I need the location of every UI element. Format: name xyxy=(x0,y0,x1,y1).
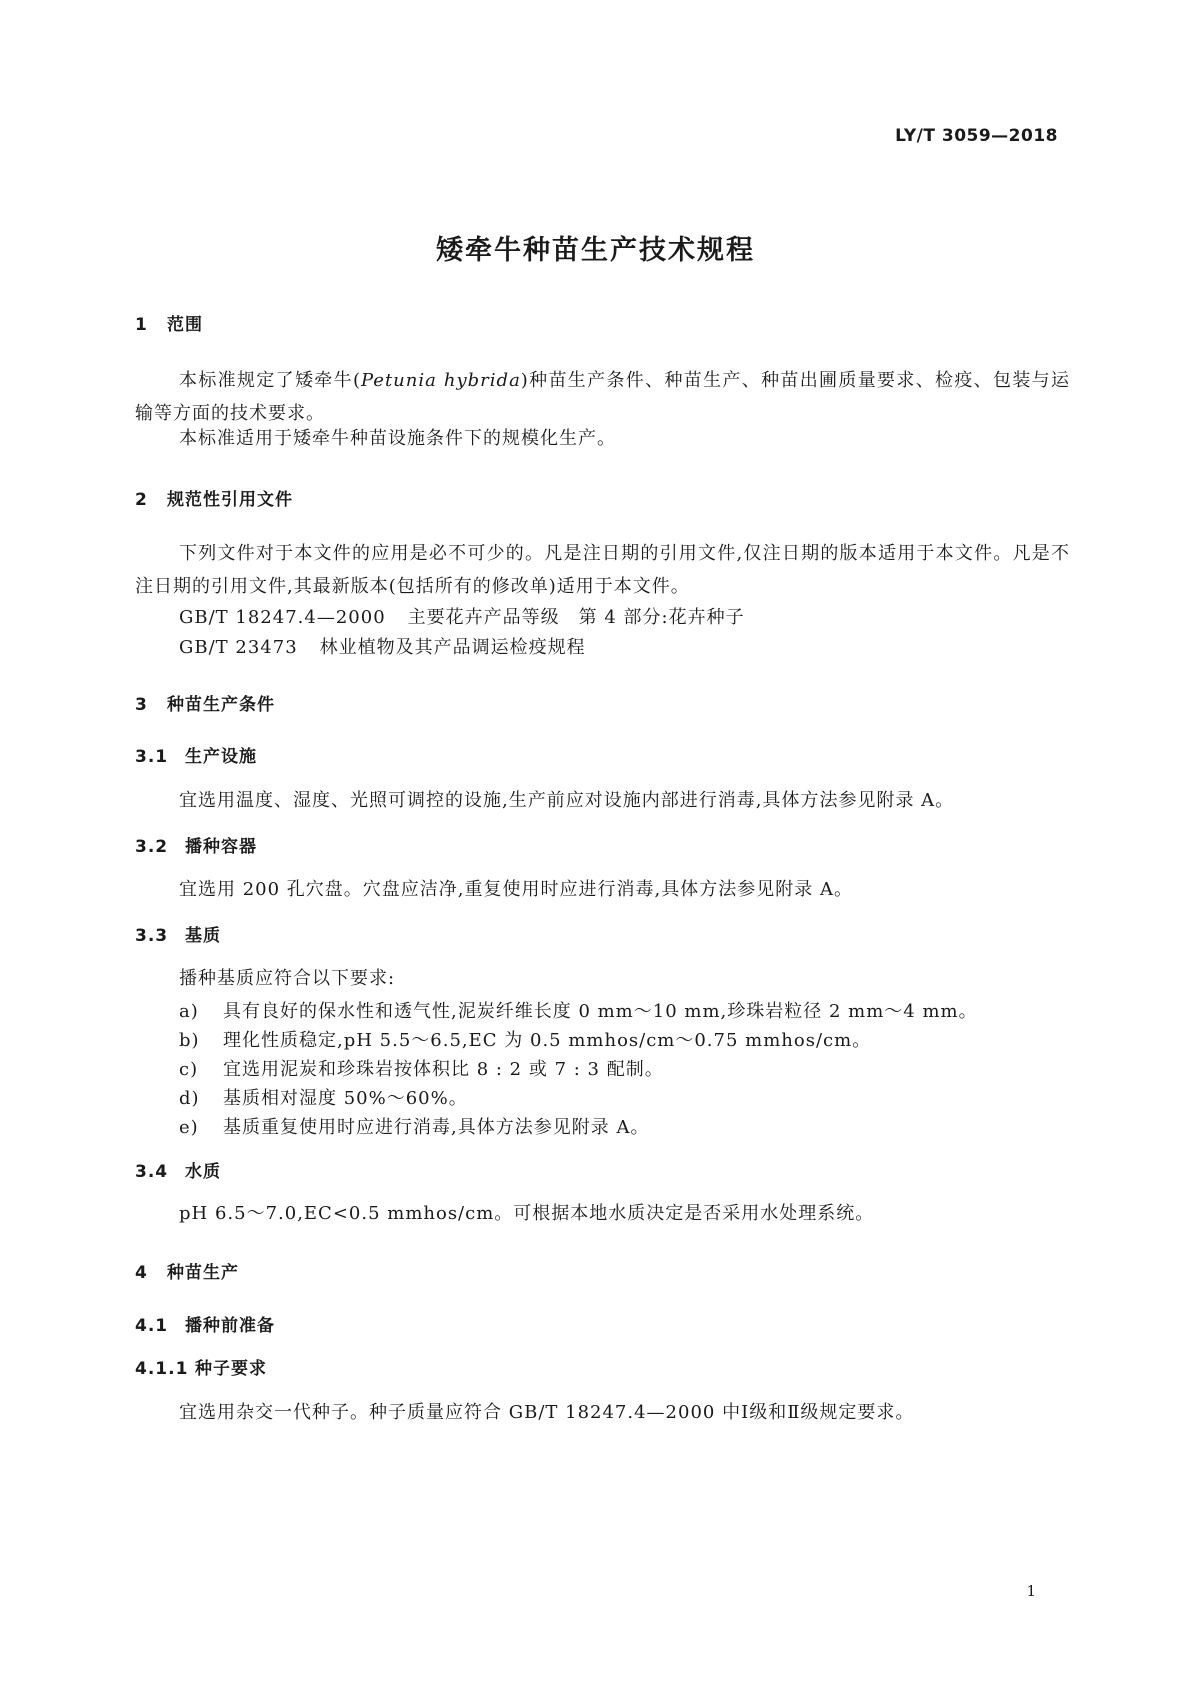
section-number: 4.1 xyxy=(135,1316,169,1336)
section-3-heading xyxy=(135,690,275,715)
list-marker: c) xyxy=(179,1059,199,1080)
list-text: 理化性质稳定,pH 5.5～6.5,EC 为 0.5 mmhos/cm～0.75 mmhos/cm。 xyxy=(223,1030,872,1051)
section-title: 种苗生产条件 xyxy=(167,695,275,715)
section-3-3-heading xyxy=(135,921,221,946)
section-3-3-intro: 播种基质应符合以下要求: xyxy=(179,968,396,989)
document-title: 矮牵牛种苗生产技术规程 xyxy=(436,235,755,266)
list-marker: a) xyxy=(179,1001,199,1022)
section-title: 生产设施 xyxy=(185,747,257,767)
section-4-1-1-paragraph: 宜选用杂交一代种子。种子质量应符合 GB/T 18247.4—2000 中Ⅰ级和Ⅱ级规定要求。 xyxy=(179,1402,915,1423)
list-text: 基质相对湿度 50%～60%。 xyxy=(223,1088,468,1109)
list-item xyxy=(179,1084,468,1110)
list-item xyxy=(179,1026,871,1052)
section-2-heading xyxy=(135,485,293,510)
section-title: 种子要求 xyxy=(195,1359,267,1379)
page-number: 1 xyxy=(1026,1582,1036,1600)
section-title: 水质 xyxy=(185,1162,221,1182)
section-2-paragraph-1: 下列文件对于本文件的应用是必不可少的。凡是注日期的引用文件,仅注日期的版本适用于本文件。凡是不注日期的引用文件,其最新版本(包括所有的修改单)适用于本文件。 xyxy=(135,543,1070,597)
section-title: 播种前准备 xyxy=(185,1316,275,1336)
list-marker: d) xyxy=(179,1088,200,1109)
section-3-2-paragraph: 宜选用 200 孔穴盘。穴盘应洁净,重复使用时应进行消毒,具体方法参见附录 A。 xyxy=(179,879,853,900)
section-number: 3.3 xyxy=(135,926,169,946)
section-1-heading xyxy=(135,310,203,335)
section-title: 种苗生产 xyxy=(167,1263,239,1283)
list-item xyxy=(179,1113,649,1139)
list-text: 具有良好的保水性和透气性,泥炭纤维长度 0 mm～10 mm,珍珠岩粒径 2 mm～4 mm。 xyxy=(223,1001,978,1022)
section-title: 基质 xyxy=(185,926,221,946)
list-marker: b) xyxy=(179,1030,200,1051)
section-3-4-paragraph: pH 6.5～7.0,EC<0.5 mmhos/cm。可根据本地水质决定是否采用水处理系统。 xyxy=(179,1203,875,1224)
section-number: 3 xyxy=(135,695,148,715)
section-4-1-heading xyxy=(135,1311,275,1336)
list-item xyxy=(179,1055,664,1081)
section-4-1-1-heading xyxy=(135,1354,267,1379)
reference-code: GB/T 18247.4—2000 xyxy=(179,607,386,628)
section-title: 规范性引用文件 xyxy=(167,490,293,510)
section-number: 4.1.1 xyxy=(135,1359,189,1379)
list-text: 基质重复使用时应进行消毒,具体方法参见附录 A。 xyxy=(223,1117,650,1138)
section-1-paragraph-2: 本标准适用于矮牵牛种苗设施条件下的规模化生产。 xyxy=(179,428,616,449)
section-3-2-heading xyxy=(135,832,257,857)
reference-title: 林业植物及其产品调运检疫规程 xyxy=(319,637,586,658)
section-3-1-heading xyxy=(135,742,257,767)
list-text: 宜选用泥炭和珍珠岩按体积比 8 : 2 或 7 : 3 配制。 xyxy=(223,1059,664,1080)
section-title: 范围 xyxy=(167,315,203,335)
reference-code: GB/T 23473 xyxy=(179,637,298,658)
reference-item xyxy=(179,603,745,629)
standard-number: LY/T 3059—2018 xyxy=(895,126,1058,146)
text-run: 本标准规定了矮牵牛( xyxy=(179,370,361,391)
section-3-1-paragraph: 宜选用温度、湿度、光照可调控的设施,生产前应对设施内部进行消毒,具体方法参见附录 A。 xyxy=(179,790,955,811)
text-run: )种苗生产条件、种苗生产、种苗出圃质量要求、检疫、包装与运输等方面的技术要求。 xyxy=(135,370,1070,424)
section-number: 3.2 xyxy=(135,837,169,857)
reference-title: 主要花卉产品等级 第 4 部分:花卉种子 xyxy=(407,607,745,628)
latin-name: Petunia hybrida xyxy=(360,370,521,391)
list-item xyxy=(179,997,978,1023)
section-number: 1 xyxy=(135,315,148,335)
section-number: 3.4 xyxy=(135,1162,169,1182)
section-number: 3.1 xyxy=(135,747,169,767)
section-1-paragraph-1 xyxy=(135,364,1070,430)
section-number: 2 xyxy=(135,490,148,510)
section-number: 4 xyxy=(135,1263,148,1283)
list-marker: e) xyxy=(179,1117,199,1138)
section-title: 播种容器 xyxy=(185,837,257,857)
section-3-4-heading xyxy=(135,1157,221,1182)
section-4-heading xyxy=(135,1258,239,1283)
reference-item xyxy=(179,633,586,659)
